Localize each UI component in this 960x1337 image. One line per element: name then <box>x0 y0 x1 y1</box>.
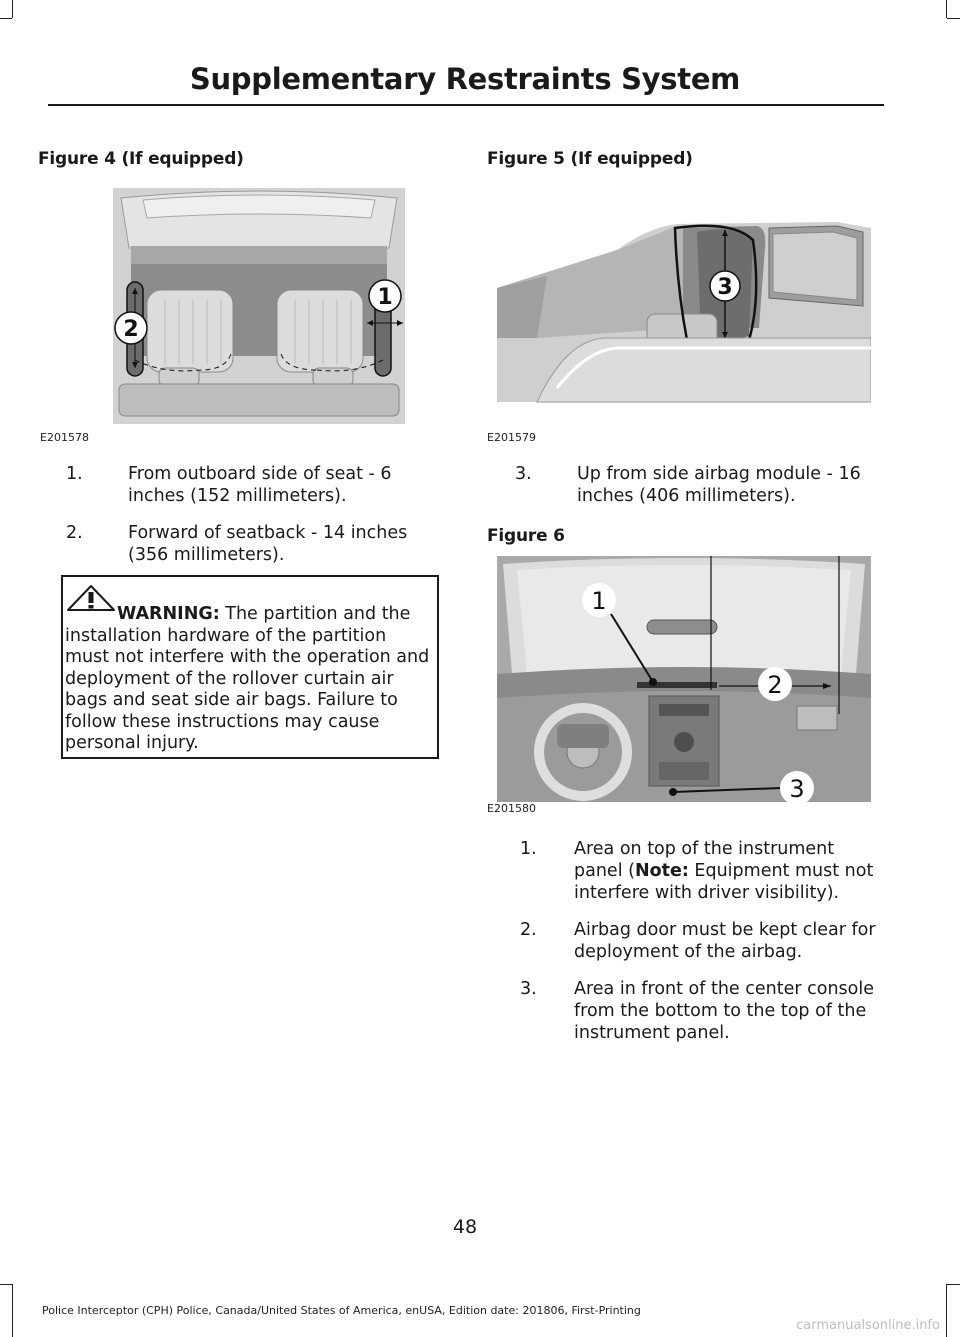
list-item-number: 1. <box>520 839 537 859</box>
list-item-number: 2. <box>66 523 83 543</box>
figure-5-reference: E201579 <box>487 431 536 444</box>
list-item-text: Equipment must not interfere with driver visibility). <box>574 861 874 903</box>
figure-4-rear-seat-illustration <box>113 188 405 424</box>
page-title: Supplementary Restraints System <box>189 62 741 96</box>
list-item-text: Area on top of the instrument panel ( <box>574 839 835 881</box>
list-item-text: From outboard side of seat - 6 inches (152 millimeters). <box>128 464 392 506</box>
list-item <box>494 978 879 1044</box>
list-item-number: 3. <box>515 464 532 484</box>
figure-5-list <box>489 463 879 522</box>
figure-6-instrument-panel-illustration <box>497 556 871 802</box>
list-item-text: Up from side airbag module - 16 inches (406 millimeters). <box>577 464 861 506</box>
list-item-number: 1. <box>66 464 83 484</box>
warning-label: WARNING: <box>117 604 220 624</box>
list-item <box>489 463 879 507</box>
figure-6-callout-1: 1 <box>591 587 607 615</box>
header-divider <box>48 104 884 106</box>
list-item <box>40 463 440 507</box>
figure-6-reference: E201580 <box>487 802 536 815</box>
list-item-text: Forward of seatback - 14 inches (356 millimeters). <box>128 523 408 565</box>
list-item-number: 3. <box>520 979 537 999</box>
crop-mark <box>947 18 960 19</box>
crop-mark <box>12 0 13 18</box>
crop-mark <box>946 0 947 18</box>
figure-4-callout-2: 2 <box>123 317 139 342</box>
page-footer: Police Interceptor (CPH) Police, Canada/United States of America, enUSA, Edition date: 201806, First-Printing <box>42 1304 641 1317</box>
watermark: carmanualsonline.info <box>796 1318 940 1333</box>
list-item-text: Airbag door must be kept clear for deployment of the airbag. <box>574 920 876 962</box>
figure-6-caption: Figure 6 <box>487 526 565 546</box>
crop-mark <box>947 1284 960 1285</box>
figure-6-callout-3: 3 <box>789 775 805 802</box>
figure-6-list <box>494 838 879 1059</box>
warning-triangle-icon <box>66 584 116 612</box>
list-item-number: 2. <box>520 920 537 940</box>
figure-5-callout-3: 3 <box>717 275 733 300</box>
list-item <box>40 522 440 566</box>
list-item-text: Area in front of the center console from the bottom to the top of the instrument panel. <box>574 979 874 1043</box>
crop-mark <box>0 18 12 19</box>
page-number: 48 <box>452 1216 478 1238</box>
note-label: Note: <box>634 861 689 881</box>
figure-4-callout-1: 1 <box>377 285 393 310</box>
crop-mark <box>0 1284 12 1285</box>
figure-6-callout-2: 2 <box>767 671 783 699</box>
figure-5-side-door-illustration <box>497 188 871 424</box>
figure-4-list <box>40 463 440 581</box>
warning-box <box>61 575 439 759</box>
crop-mark <box>946 1284 947 1337</box>
figure-4-reference: E201578 <box>40 431 89 444</box>
figure-4-caption: Figure 4 (If equipped) <box>38 149 244 169</box>
figure-5-caption: Figure 5 (If equipped) <box>487 149 693 169</box>
crop-mark <box>12 1284 13 1337</box>
warning-text: The partition and the installation hardware of the partition must not interfere with the operation and deployment of the rollover curtain air bags and seat side air bags. Failure to follow these instructions may cause personal injury. <box>65 604 430 753</box>
list-item <box>494 919 879 963</box>
list-item <box>494 838 879 904</box>
